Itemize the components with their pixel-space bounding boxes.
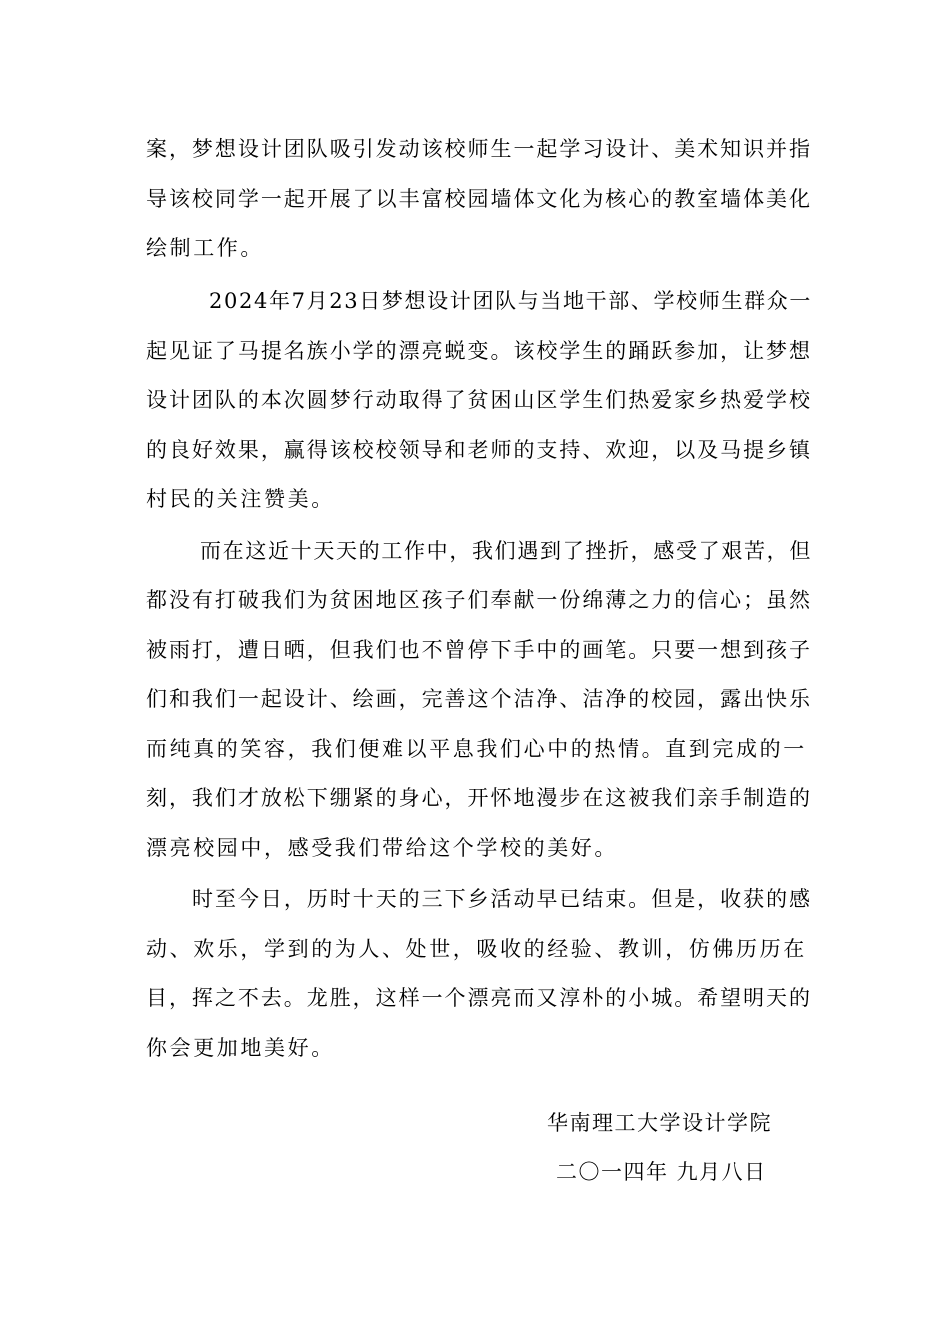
paragraph-3-line-2: 都没有打破我们为贫困地区孩子们奉献一份绵薄之力的信心；虽然: [146, 588, 812, 612]
paragraph-4-line-3: 目，挥之不去。龙胜，这样一个漂亮而又淳朴的小城。希望明天的: [146, 986, 812, 1010]
paragraph-2-line-2: 起见证了马提名族小学的漂亮蜕变。该校学生的踊跃参加，让梦想: [146, 339, 812, 363]
paragraph-3-line-1: 而在这近十天天的工作中，我们遇到了挫折，感受了艰苦，但: [200, 539, 812, 563]
signature-date: 二〇一四年 九月八日: [556, 1160, 767, 1184]
paragraph-1-line-2: 导该校同学一起开展了以丰富校园墙体文化为核心的教室墙体美化: [146, 187, 812, 211]
paragraph-2-line-1: 2024年7月23日梦想设计团队与当地干部、学校师生群众一: [209, 289, 812, 313]
paragraph-4-line-4: 你会更加地美好。: [146, 1036, 335, 1060]
paragraph-4-line-2: 动、欢乐，学到的为人、处世，吸收的经验、教训，仿佛历历在: [146, 937, 807, 961]
paragraph-2-line-5: 村民的关注赞美。: [146, 487, 335, 511]
paragraph-3-line-3: 被雨打，遭日晒，但我们也不曾停下手中的画笔。只要一想到孩子: [146, 638, 812, 662]
paragraph-4-line-1: 时至今日，历时十天的三下乡活动早已结束。但是，收获的感: [192, 887, 812, 911]
paragraph-3-line-4: 们和我们一起设计、绘画，完善这个洁净、洁净的校园，露出快乐: [146, 687, 812, 711]
paragraph-3-line-5: 而纯真的笑容，我们便难以平息我们心中的热情。直到完成的一: [146, 737, 807, 761]
signature-organization: 华南理工大学设计学院: [547, 1111, 772, 1135]
paragraph-3-line-7: 漂亮校园中，感受我们带给这个学校的美好。: [146, 836, 618, 860]
paragraph-1-line-3: 绘制工作。: [146, 236, 264, 260]
paragraph-3-line-6: 刻，我们才放松下绷紧的身心，开怀地漫步在这被我们亲手制造的: [146, 786, 812, 810]
paragraph-1-line-1: 案，梦想设计团队吸引发动该校师生一起学习设计、美术知识并指: [146, 137, 812, 161]
paragraph-2-line-3: 设计团队的本次圆梦行动取得了贫困山区学生们热爱家乡热爱学校: [146, 388, 812, 412]
paragraph-2-line-4: 的良好效果，赢得该校校领导和老师的支持、欢迎，以及马提乡镇: [146, 438, 812, 462]
